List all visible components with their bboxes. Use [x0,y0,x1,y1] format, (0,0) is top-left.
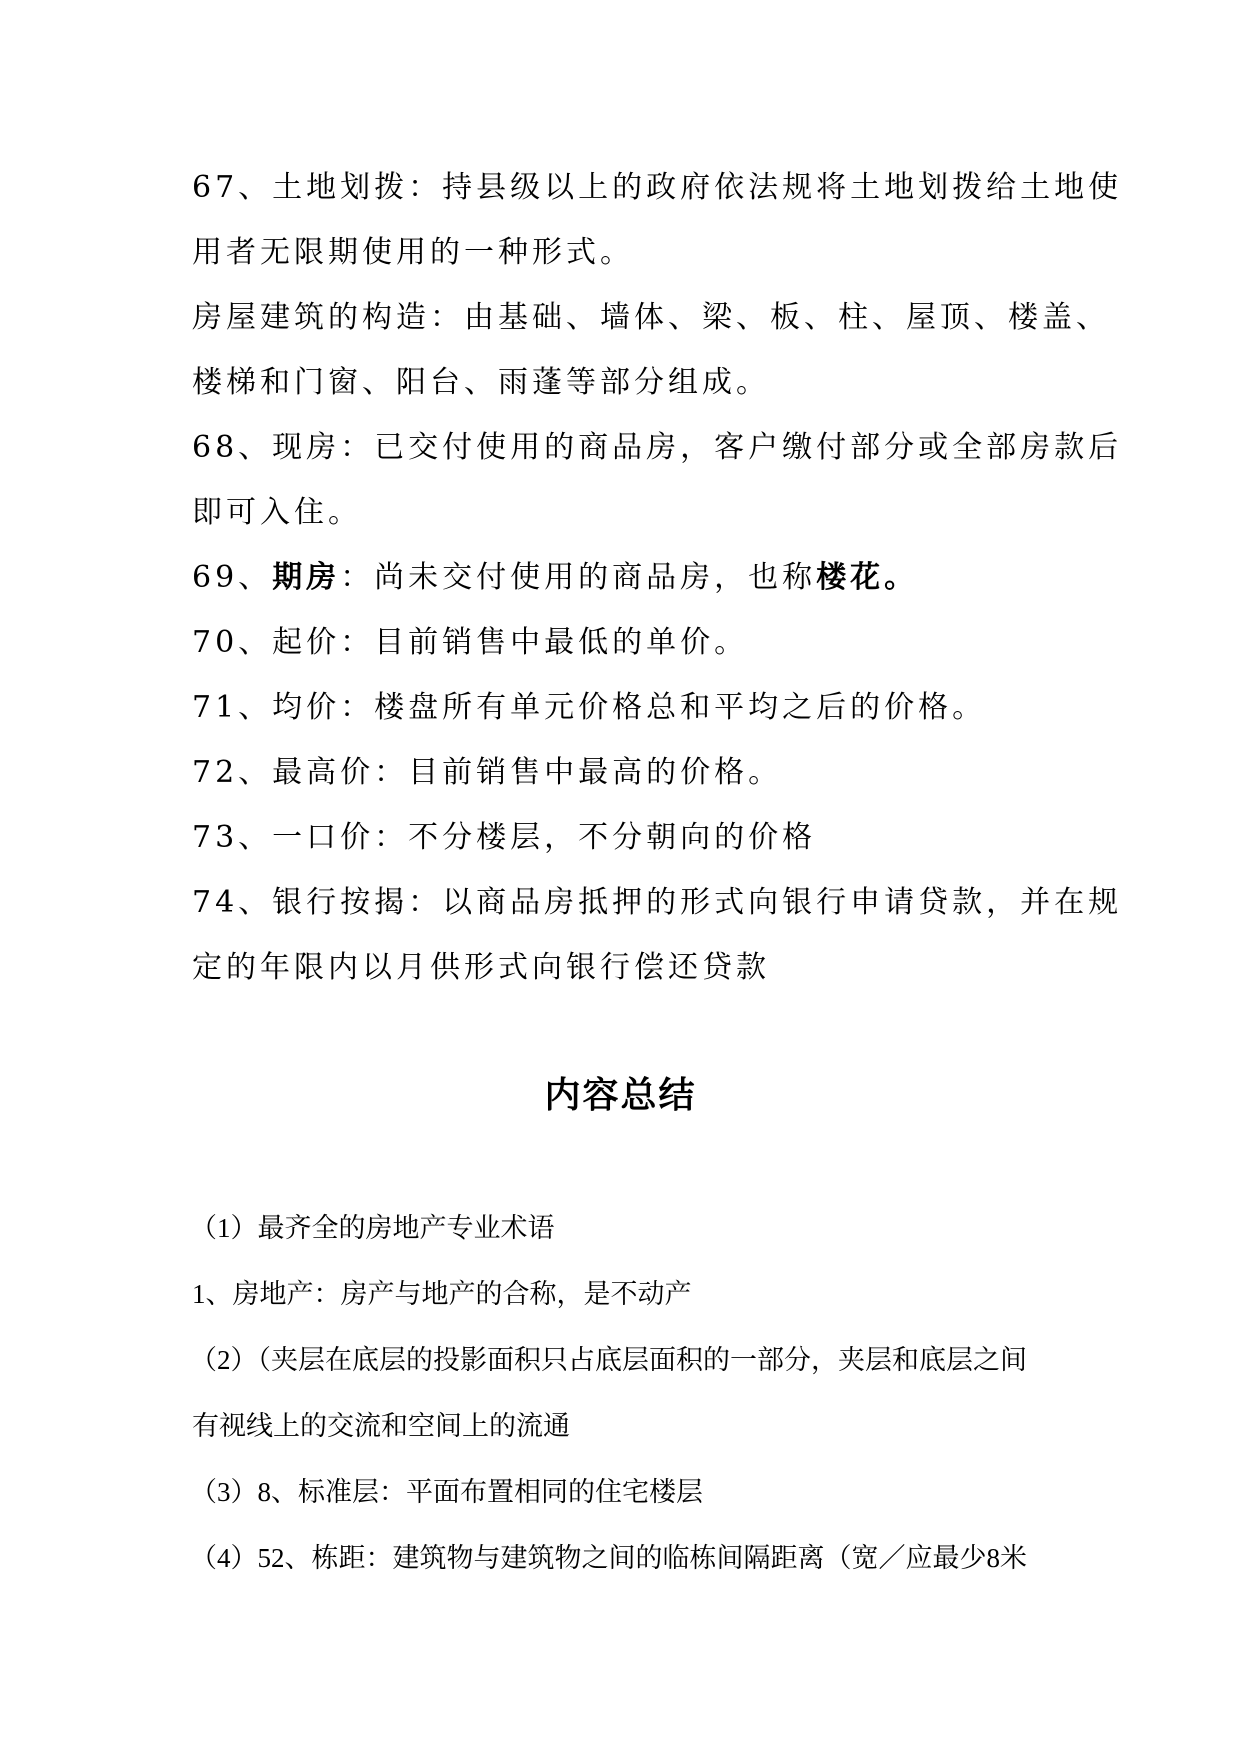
summary-item: （1）最齐全的房地产专业术语 [190,1213,555,1243]
summary-item: （4）52、栋距：建筑物与建筑物之间的临栋间隔距离（宽／应最少8米 [190,1543,1027,1573]
definition-text: ：尚未交付使用的商品房，也称 [340,560,817,595]
definition-line: 71、均价：楼盘所有单元价格总和平均之后的价格。 [192,690,987,725]
summary-item: 1、房地产：房产与地产的合称，是不动产 [192,1279,692,1309]
summary-item: （2）（夹层在底层的投影面积只占底层面积的一部分，夹层和底层之间 [190,1345,1027,1375]
definition-line: 房屋建筑的构造：由基础、墙体、梁、板、柱、屋顶、楼盖、 [192,300,1110,335]
definition-line: 72、最高价：目前销售中最高的价格。 [192,755,783,790]
definition-line-futures-housing [192,558,918,598]
definition-line: 楼梯和门窗、阳台、雨蓬等部分组成。 [192,365,770,400]
definition-line: 67、土地划拨：持县级以上的政府依法规将土地划拨给土地使 [192,170,1123,205]
definition-line: 用者无限期使用的一种形式。 [192,235,634,270]
definition-line: 73、一口价：不分楼层，不分朝向的价格 [192,820,817,855]
definition-line: 定的年限内以月供形式向银行偿还贷款 [192,950,770,985]
definition-term-bold: 期房 [272,560,341,595]
summary-item: （3）8、标准层：平面布置相同的住宅楼层 [190,1477,703,1507]
definition-line: 即可入住。 [192,495,362,530]
definition-number: 69、 [192,560,273,595]
definition-line: 74、银行按揭：以商品房抵押的形式向银行申请贷款，并在规 [192,885,1123,920]
summary-item: 有视线上的交流和空间上的流通 [192,1411,570,1441]
definition-emphasis-bold: 楼花。 [816,560,919,595]
definition-line: 68、现房：已交付使用的商品房，客户缴付部分或全部房款后 [192,430,1123,465]
summary-title: 内容总结 [544,1075,697,1116]
definition-line: 70、起价：目前销售中最低的单价。 [192,625,749,660]
